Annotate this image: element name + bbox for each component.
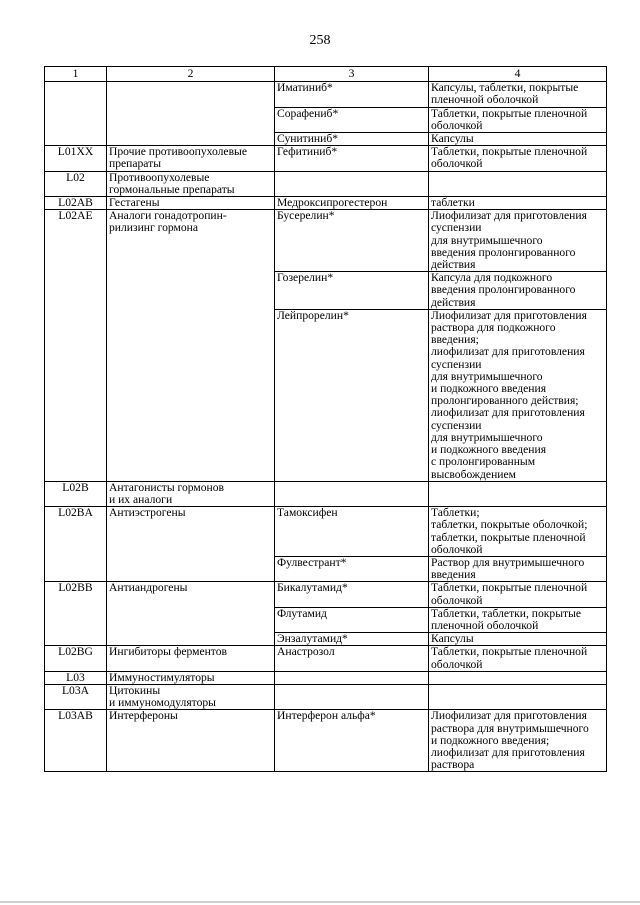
- drug-cell: Фулвестрант*: [275, 556, 429, 581]
- drug-table: [44, 66, 607, 772]
- table-row: [45, 210, 607, 272]
- drug-cell: [275, 171, 429, 196]
- page-number: 258: [309, 33, 331, 48]
- table-row: [45, 481, 607, 506]
- drug-cell: Медроксипрогестерон: [275, 197, 429, 210]
- form-cell: [429, 671, 607, 684]
- group-cell: Антиэстрогены: [107, 507, 275, 582]
- form-cell: Таблетки, покрытые пленочной оболочкой: [429, 107, 607, 132]
- form-cell: Капсулы: [429, 133, 607, 146]
- atc-code-cell: L03: [45, 671, 107, 684]
- group-cell: Интерфероны: [107, 710, 275, 772]
- atc-code-cell: L02AB: [45, 197, 107, 210]
- drug-cell: Тамоксифен: [275, 507, 429, 557]
- form-cell: Лиофилизат для приготовления раствора для внутримышечного и подкожного введения; лиофилизат для приготовления раствора: [429, 710, 607, 772]
- atc-code-cell: L02AE: [45, 210, 107, 481]
- table-row: [45, 171, 607, 196]
- drug-cell: [275, 684, 429, 709]
- table-row: [45, 684, 607, 709]
- table-row: [45, 582, 607, 607]
- form-cell: [429, 171, 607, 196]
- group-cell: Противоопухолевые гормональные препараты: [107, 171, 275, 196]
- table-row: [45, 646, 607, 671]
- drug-cell: Бикалутамид*: [275, 582, 429, 607]
- atc-code-cell: L02BG: [45, 646, 107, 671]
- drug-cell: Сунитиниб*: [275, 133, 429, 146]
- table-row: [45, 507, 607, 557]
- group-cell: Прочие противоопухолевые препараты: [107, 146, 275, 171]
- atc-code-cell: L02: [45, 171, 107, 196]
- page-bottom-edge: [0, 901, 640, 903]
- form-cell: [429, 481, 607, 506]
- drug-cell: Гозерелин*: [275, 272, 429, 310]
- group-cell: Иммуностимуляторы: [107, 671, 275, 684]
- atc-code-cell: L02BA: [45, 507, 107, 582]
- column-header-3: 3: [275, 67, 429, 82]
- group-cell: [107, 82, 275, 146]
- drug-cell: Энзалутамид*: [275, 633, 429, 646]
- form-cell: [429, 684, 607, 709]
- form-cell: Таблетки, покрытые пленочной оболочкой: [429, 582, 607, 607]
- drug-cell: Интерферон альфа*: [275, 710, 429, 772]
- form-cell: Капсулы: [429, 633, 607, 646]
- drug-cell: [275, 671, 429, 684]
- table-row: [45, 671, 607, 684]
- form-cell: Лиофилизат для приготовления раствора для подкожного введения; лиофилизат для приготовления суспензии для внутримышечного и подкожного введения пролонгированного действия; лиофилизат для приготовления суспензии для внутримышечного и подкожного введения с пролонгированным высвобождением: [429, 309, 607, 481]
- form-cell: Капсула для подкожного введения пролонгированного действия: [429, 272, 607, 310]
- atc-code-cell: L02B: [45, 481, 107, 506]
- group-cell: Антиандрогены: [107, 582, 275, 646]
- form-cell: Таблетки, покрытые пленочной оболочкой: [429, 146, 607, 171]
- atc-code-cell: L03AB: [45, 710, 107, 772]
- table-row: [45, 710, 607, 772]
- table-row: [45, 82, 607, 107]
- drug-cell: Бусерелин*: [275, 210, 429, 272]
- atc-code-cell: L03A: [45, 684, 107, 709]
- form-cell: Таблетки, покрытые пленочной оболочкой: [429, 646, 607, 671]
- form-cell: Капсулы, таблетки, покрытые пленочной оболочкой: [429, 82, 607, 107]
- column-header-1: 1: [45, 67, 107, 82]
- drug-cell: Флутамид: [275, 607, 429, 632]
- form-cell: Раствор для внутримышечного введения: [429, 556, 607, 581]
- drug-cell: Сорафениб*: [275, 107, 429, 132]
- group-cell: Гестагены: [107, 197, 275, 210]
- form-cell: Таблетки, таблетки, покрытые пленочной оболочкой: [429, 607, 607, 632]
- atc-code-cell: L02BB: [45, 582, 107, 646]
- drug-cell: [275, 481, 429, 506]
- table-row: [45, 197, 607, 210]
- column-header-2: 2: [107, 67, 275, 82]
- group-cell: Антагонисты гормонов и их аналоги: [107, 481, 275, 506]
- atc-code-cell: [45, 82, 107, 146]
- group-cell: Цитокины и иммуномодуляторы: [107, 684, 275, 709]
- table-header-row: [45, 67, 607, 82]
- form-cell: Таблетки; таблетки, покрытые оболочкой; таблетки, покрытые пленочной оболочкой: [429, 507, 607, 557]
- drug-cell: Иматиниб*: [275, 82, 429, 107]
- form-cell: таблетки: [429, 197, 607, 210]
- form-cell: Лиофилизат для приготовления суспензии для внутримышечного введения пролонгированного действия: [429, 210, 607, 272]
- group-cell: Аналоги гонадотропин- рилизинг гормона: [107, 210, 275, 481]
- group-cell: Ингибиторы ферментов: [107, 646, 275, 671]
- drug-cell: Лейпрорелин*: [275, 309, 429, 481]
- drug-cell: Анастрозол: [275, 646, 429, 671]
- drug-cell: Гефитиниб*: [275, 146, 429, 171]
- atc-code-cell: L01XX: [45, 146, 107, 171]
- column-header-4: 4: [429, 67, 607, 82]
- table-row: [45, 146, 607, 171]
